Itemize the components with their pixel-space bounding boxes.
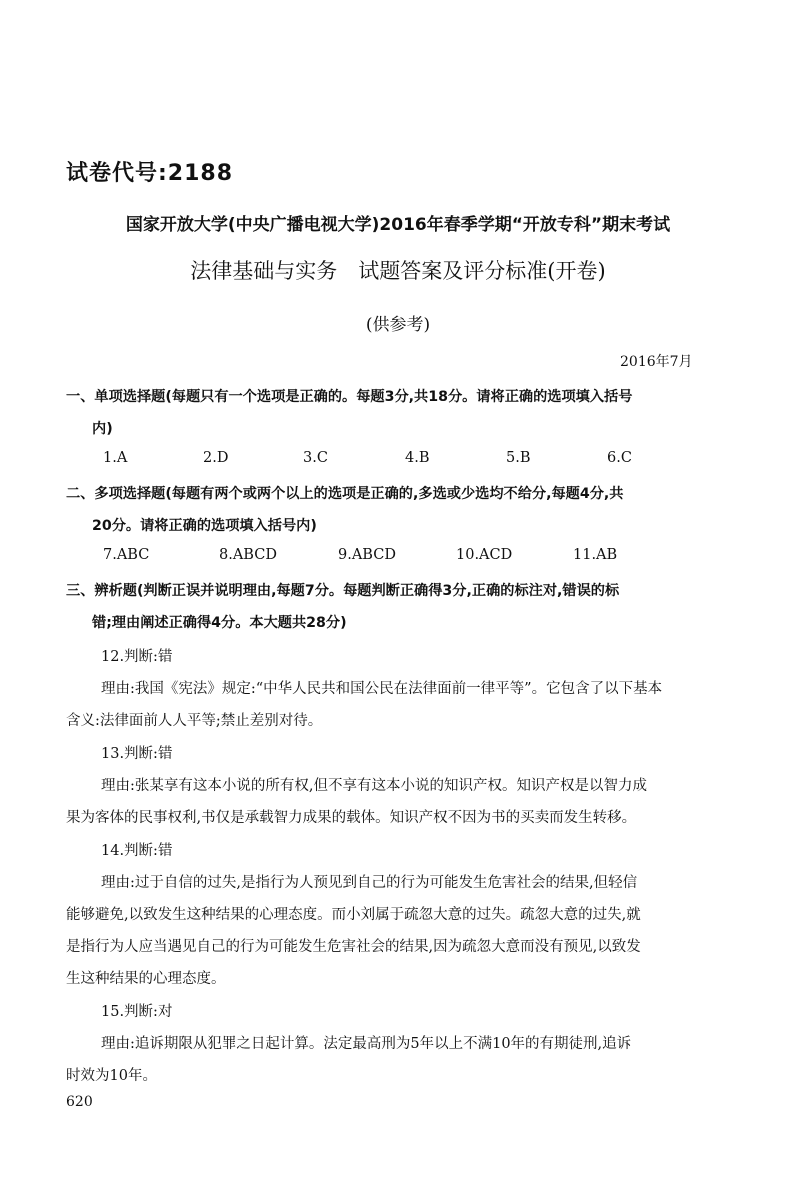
item-14-reason-line: 能够避免,以致发生这种结果的心理态度。而小刘属于疏忽大意的过失。疏忽大意的过失,就 [66, 907, 641, 923]
answer-9: 9.ABCD [338, 547, 396, 563]
item-14-judgement: 14.判断:错 [101, 843, 173, 859]
answer-3: 3.C [303, 450, 328, 466]
answer-6: 6.C [607, 450, 632, 466]
section3-heading: 三、辨析题(判断正误并说明理由,每题7分。每题判断正确得3分,正确的标注对,错误的标 [66, 583, 620, 599]
answer-2: 2.D [203, 450, 229, 466]
answer-8: 8.ABCD [219, 547, 277, 563]
item-12-judgement: 12.判断:错 [101, 649, 173, 665]
university-exam-title: 国家开放大学(中央广播电视大学)2016年春季学期“开放专科”期末考试 [125, 215, 671, 235]
section3-heading-cont: 错;理由阐述正确得4分。本大题共28分) [92, 615, 347, 631]
item-15-reason-line: 时效为10年。 [66, 1068, 157, 1084]
page-title: 法律基础与实务 试题答案及评分标准(开卷) [190, 259, 606, 283]
item-13-reason-line: 果为客体的民事权利,书仅是承载智力成果的载体。知识产权不因为书的买卖而发生转移。 [66, 810, 637, 826]
item-15-reason-line: 理由:追诉期限从犯罪之日起计算。法定最高刑为5年以上不满10年的有期徒刑,追诉 [101, 1036, 632, 1052]
section2-heading-cont: 20分。请将正确的选项填入括号内) [92, 518, 317, 534]
item-14-reason-line: 生这种结果的心理态度。 [66, 971, 226, 987]
answer-11: 11.AB [573, 547, 618, 563]
item-12-reason-line: 理由:我国《宪法》规定:“中华人民共和国公民在法律面前一律平等”。它包含了以下基本 [101, 681, 663, 697]
item-15-judgement: 15.判断:对 [101, 1004, 173, 1020]
answer-7: 7.ABC [103, 547, 150, 563]
exam-date: 2016年7月 [620, 354, 693, 370]
answer-5: 5.B [506, 450, 531, 466]
section2-heading: 二、多项选择题(每题有两个或两个以上的选项是正确的,多选或少选均不给分,每题4分,共 [66, 486, 624, 502]
item-13-reason-line: 理由:张某享有这本小说的所有权,但不享有这本小说的知识产权。知识产权是以智力成 [101, 778, 647, 794]
item-13-judgement: 13.判断:错 [101, 746, 173, 762]
answer-4: 4.B [405, 450, 430, 466]
item-12-reason-line: 含义:法律面前人人平等;禁止差别对待。 [66, 713, 323, 729]
reference-note: (供参考) [365, 315, 431, 335]
answer-10: 10.ACD [456, 547, 513, 563]
section1-heading: 一、单项选择题(每题只有一个选项是正确的。每题3分,共18分。请将正确的选项填入括号 [66, 389, 633, 405]
paper-code: 试卷代号:2188 [66, 161, 234, 186]
page-number: 620 [66, 1094, 93, 1110]
item-14-reason-line: 是指行为人应当遇见自己的行为可能发生危害社会的结果,因为疏忽大意而没有预见,以致发 [66, 939, 641, 955]
answer-1: 1.A [103, 450, 128, 466]
item-14-reason-line: 理由:过于自信的过失,是指行为人预见到自己的行为可能发生危害社会的结果,但轻信 [101, 875, 638, 891]
section1-heading-cont: 内) [92, 421, 113, 437]
